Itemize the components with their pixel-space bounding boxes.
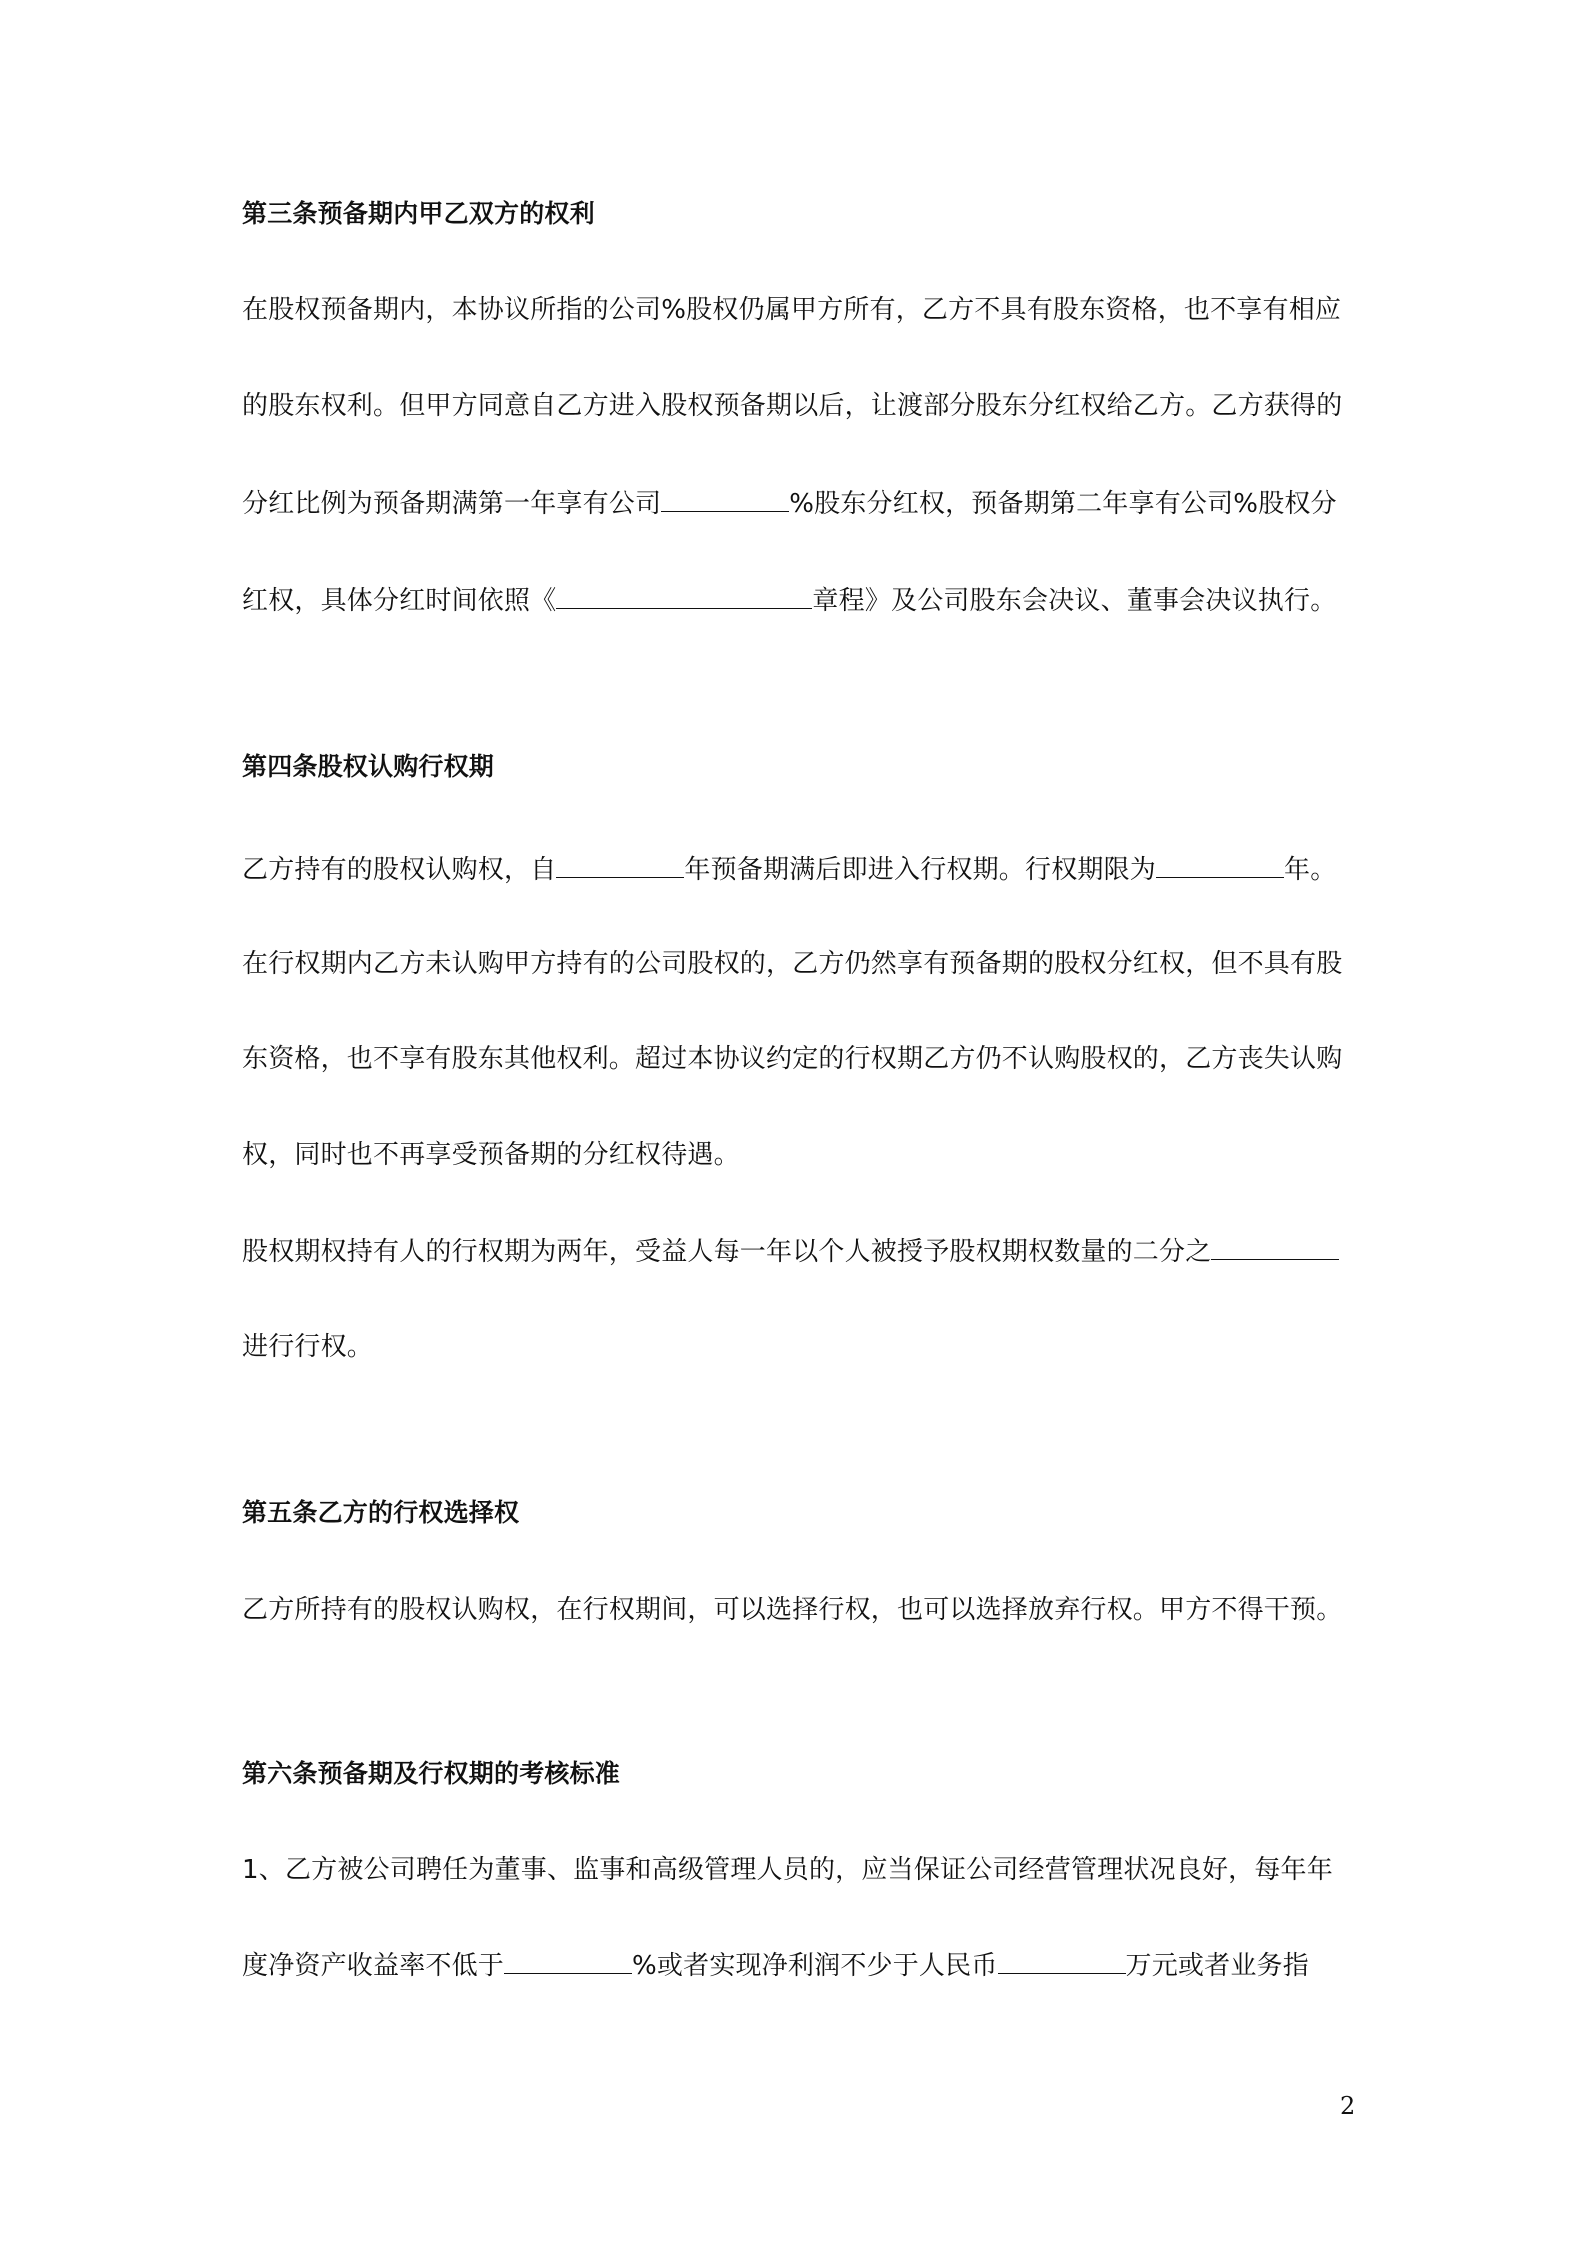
section-6-line-2-text-1: 度净资产收益率不低于 (242, 1951, 505, 1981)
section-3-line-3-text-before: 分红比例为预备期满第一年享有公司 (242, 489, 662, 519)
fill-in-blank[interactable] (998, 1949, 1126, 1974)
fill-in-blank[interactable] (556, 584, 812, 609)
section-6-line-2-text-3: 万元或者业务指 (1125, 1951, 1309, 1981)
section-4-line-5 (242, 1232, 1362, 1272)
fill-in-blank[interactable] (661, 487, 789, 512)
fill-in-blank[interactable] (1211, 1235, 1339, 1260)
section-6-line-2 (242, 1946, 1362, 1986)
section-3-line-3-text-after: %股东分红权，预备期第二年享有公司%股权分 (789, 489, 1337, 519)
section-4-heading: 第四条股权认购行权期 (242, 752, 495, 781)
section-6-line-2-text-2: %或者实现净利润不少于人民币 (632, 1951, 998, 1981)
fill-in-blank[interactable] (1156, 853, 1284, 878)
section-5-line-1: 乙方所持有的股权认购权，在行权期间，可以选择行权，也可以选择放弃行权。甲方不得干预。 (242, 1595, 1343, 1625)
section-3-line-4 (242, 581, 1362, 621)
section-3-line-3 (242, 484, 1362, 524)
section-4-line-1-text-1: 乙方持有的股权认购权，自 (242, 855, 557, 885)
page-number: 2 (1340, 2092, 1356, 2120)
section-6-heading: 第六条预备期及行权期的考核标准 (242, 1759, 621, 1788)
section-4-line-3: 东资格，也不享有股东其他权利。超过本协议约定的行权期乙方仍不认购股权的，乙方丧失认购 (242, 1044, 1343, 1074)
fill-in-blank[interactable] (504, 1949, 632, 1974)
section-3-line-2: 的股东权利。但甲方同意自乙方进入股权预备期以后，让渡部分股东分红权给乙方。乙方获得的 (242, 391, 1343, 421)
section-4-line-6: 进行行权。 (242, 1332, 374, 1362)
section-4-line-2: 在行权期内乙方未认购甲方持有的公司股权的，乙方仍然享有预备期的股权分红权，但不具有股 (242, 949, 1343, 979)
section-3-line-4-text-after: 章程》及公司股东会决议、董事会决议执行。 (812, 586, 1337, 616)
section-4-line-4: 权，同时也不再享受预备期的分红权待遇。 (242, 1140, 740, 1170)
section-3-line-1: 在股权预备期内，本协议所指的公司%股权仍属甲方所有，乙方不具有股东资格，也不享有相应 (242, 295, 1342, 325)
section-5-heading: 第五条乙方的行权选择权 (242, 1498, 520, 1527)
section-3-line-4-text-before: 红权，具体分红时间依照《 (242, 586, 557, 616)
section-3-heading: 第三条预备期内甲乙双方的权利 (242, 199, 595, 228)
section-4-line-5-text: 股权期权持有人的行权期为两年，受益人每一年以个人被授予股权期权数量的二分之 (242, 1237, 1212, 1267)
section-6-line-1: 1、乙方被公司聘任为董事、监事和高级管理人员的，应当保证公司经营管理状况良好，每年年 (242, 1855, 1333, 1885)
section-4-line-1-text-2: 年预备期满后即进入行权期。行权期限为 (684, 855, 1157, 885)
section-4-line-1-text-3: 年。 (1284, 855, 1337, 885)
section-4-line-1 (242, 850, 1362, 890)
fill-in-blank[interactable] (556, 853, 684, 878)
